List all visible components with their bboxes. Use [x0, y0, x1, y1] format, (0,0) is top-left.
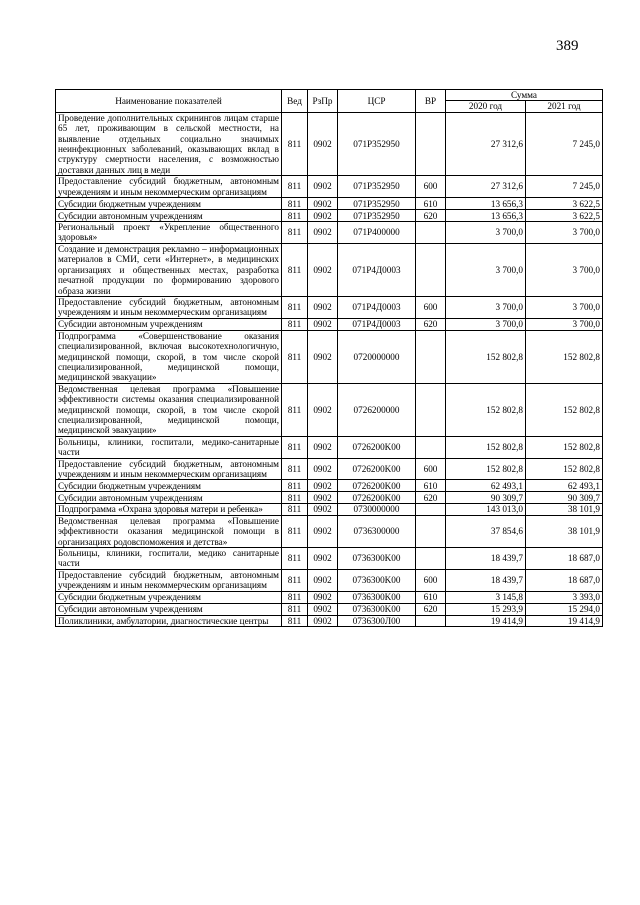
cell-sum-2020: 3 700,0 [446, 296, 526, 318]
cell-sum-2020: 3 700,0 [446, 243, 526, 296]
cell-csr: 0736300K00 [338, 603, 416, 615]
cell-vr: 620 [416, 210, 446, 222]
cell-vr [416, 112, 446, 175]
cell-sum-2021: 152 802,8 [526, 458, 603, 480]
cell-vr: 620 [416, 318, 446, 330]
cell-name: Предоставление субсидий бюджетным, автономным учреждениям и иным некоммерческим организациям [56, 569, 282, 591]
cell-rzpr: 0902 [308, 492, 338, 504]
cell-sum-2020: 152 802,8 [446, 436, 526, 458]
cell-rzpr: 0902 [308, 383, 338, 436]
cell-sum-2021: 152 802,8 [526, 436, 603, 458]
cell-csr: 071P352950 [338, 176, 416, 198]
cell-rzpr: 0902 [308, 569, 338, 591]
cell-name: Субсидии бюджетным учреждениям [56, 591, 282, 603]
table-row [56, 112, 603, 175]
cell-csr: 0726200K00 [338, 492, 416, 504]
cell-sum-2021: 3 700,0 [526, 222, 603, 244]
cell-name: Субсидии автономным учреждениям [56, 318, 282, 330]
cell-sum-2020: 27 312,6 [446, 176, 526, 198]
cell-ved: 811 [282, 603, 308, 615]
table-row [56, 210, 603, 222]
table-row [56, 318, 603, 330]
table-row [56, 515, 603, 547]
cell-sum-2021: 38 101,9 [526, 504, 603, 515]
table-body [56, 112, 603, 626]
cell-name: Больницы, клиники, госпитали, медико санитарные части [56, 548, 282, 570]
cell-name: Ведомственная целевая программа «Повышение эффективности оказания медицинской помощи в организациях родовспоможения и детства» [56, 515, 282, 547]
cell-vr [416, 615, 446, 626]
cell-vr: 600 [416, 569, 446, 591]
table-row [56, 383, 603, 436]
table-row [56, 222, 603, 244]
cell-sum-2020: 152 802,8 [446, 330, 526, 383]
cell-ved: 811 [282, 569, 308, 591]
cell-sum-2020: 15 293,9 [446, 603, 526, 615]
cell-sum-2021: 7 245,0 [526, 112, 603, 175]
cell-sum-2021: 62 493,1 [526, 480, 603, 492]
cell-sum-2020: 37 854,6 [446, 515, 526, 547]
cell-sum-2020: 3 700,0 [446, 318, 526, 330]
cell-csr: 0720000000 [338, 330, 416, 383]
table-row [56, 198, 603, 210]
cell-name: Субсидии автономным учреждениям [56, 210, 282, 222]
cell-sum-2020: 152 802,8 [446, 383, 526, 436]
cell-rzpr: 0902 [308, 296, 338, 318]
table-row [56, 436, 603, 458]
cell-vr: 610 [416, 591, 446, 603]
cell-ved: 811 [282, 176, 308, 198]
cell-ved: 811 [282, 504, 308, 515]
cell-rzpr: 0902 [308, 330, 338, 383]
cell-name: Субсидии автономным учреждениям [56, 492, 282, 504]
table-row [56, 458, 603, 480]
cell-csr: 0726200000 [338, 383, 416, 436]
cell-sum-2021: 3 700,0 [526, 296, 603, 318]
cell-name: Субсидии бюджетным учреждениям [56, 198, 282, 210]
cell-sum-2020: 13 656,3 [446, 198, 526, 210]
cell-rzpr: 0902 [308, 603, 338, 615]
cell-ved: 811 [282, 112, 308, 175]
cell-ved: 811 [282, 615, 308, 626]
cell-vr: 610 [416, 480, 446, 492]
cell-csr: 0736300000 [338, 515, 416, 547]
cell-ved: 811 [282, 591, 308, 603]
cell-name: Больницы, клиники, госпитали, медико-санитарные части [56, 436, 282, 458]
header-sum: Сумма [446, 90, 603, 101]
cell-name: Субсидии автономным учреждениям [56, 603, 282, 615]
cell-vr [416, 436, 446, 458]
cell-ved: 811 [282, 296, 308, 318]
cell-sum-2020: 90 309,7 [446, 492, 526, 504]
cell-ved: 811 [282, 243, 308, 296]
header-year-2021: 2021 год [526, 101, 603, 112]
cell-vr [416, 548, 446, 570]
cell-rzpr: 0902 [308, 480, 338, 492]
cell-sum-2021: 3 700,0 [526, 318, 603, 330]
header-vr: ВР [416, 90, 446, 113]
cell-vr [416, 504, 446, 515]
cell-rzpr: 0902 [308, 243, 338, 296]
table-header-row [56, 90, 603, 101]
cell-vr [416, 222, 446, 244]
cell-sum-2021: 38 101,9 [526, 515, 603, 547]
cell-rzpr: 0902 [308, 210, 338, 222]
cell-rzpr: 0902 [308, 591, 338, 603]
cell-name: Подпрограмма «Охрана здоровья матери и ребенка» [56, 504, 282, 515]
cell-vr: 600 [416, 176, 446, 198]
table-row [56, 548, 603, 570]
cell-ved: 811 [282, 210, 308, 222]
cell-name: Субсидии бюджетным учреждениям [56, 480, 282, 492]
cell-sum-2021: 152 802,8 [526, 383, 603, 436]
cell-csr: 0726200K00 [338, 480, 416, 492]
cell-sum-2021: 18 687,0 [526, 548, 603, 570]
budget-table [55, 89, 603, 627]
cell-sum-2020: 3 700,0 [446, 222, 526, 244]
table-row [56, 615, 603, 626]
cell-csr: 071P4Д0003 [338, 243, 416, 296]
cell-csr: 0726200K00 [338, 458, 416, 480]
table-row [56, 296, 603, 318]
table-row [56, 569, 603, 591]
cell-ved: 811 [282, 480, 308, 492]
cell-csr: 0736300K00 [338, 548, 416, 570]
cell-sum-2020: 62 493,1 [446, 480, 526, 492]
cell-rzpr: 0902 [308, 515, 338, 547]
header-name: Наименование показателей [56, 90, 282, 113]
cell-sum-2021: 15 294,0 [526, 603, 603, 615]
cell-vr [416, 330, 446, 383]
page-number: 389 [556, 38, 579, 54]
cell-vr: 610 [416, 198, 446, 210]
cell-vr: 600 [416, 458, 446, 480]
cell-csr: 0726200K00 [338, 436, 416, 458]
cell-sum-2021: 3 700,0 [526, 243, 603, 296]
cell-sum-2021: 18 687,0 [526, 569, 603, 591]
cell-csr: 071P352950 [338, 112, 416, 175]
table-row [56, 492, 603, 504]
cell-ved: 811 [282, 198, 308, 210]
cell-ved: 811 [282, 318, 308, 330]
cell-ved: 811 [282, 515, 308, 547]
cell-sum-2020: 152 802,8 [446, 458, 526, 480]
cell-ved: 811 [282, 330, 308, 383]
cell-csr: 0736300Л00 [338, 615, 416, 626]
cell-ved: 811 [282, 222, 308, 244]
cell-name: Поликлиники, амбулатории, диагностические центры [56, 615, 282, 626]
cell-ved: 811 [282, 548, 308, 570]
cell-rzpr: 0902 [308, 198, 338, 210]
cell-vr [416, 515, 446, 547]
table-row [56, 591, 603, 603]
cell-rzpr: 0902 [308, 615, 338, 626]
cell-name: Предоставление субсидий бюджетным, автономным учреждениям и иным некоммерческим организациям [56, 458, 282, 480]
cell-sum-2020: 18 439,7 [446, 548, 526, 570]
cell-name: Подпрограмма «Совершенствование оказания специализированной, включая высокотехнологичную, медицинской помощи, скорой, в том числе скорой специализированной, медицинской помощи, медицинской эвакуации» [56, 330, 282, 383]
cell-sum-2020: 3 145,8 [446, 591, 526, 603]
cell-csr: 071P400000 [338, 222, 416, 244]
cell-sum-2020: 18 439,7 [446, 569, 526, 591]
cell-vr: 600 [416, 296, 446, 318]
header-year-2020: 2020 год [446, 101, 526, 112]
cell-sum-2021: 3 622,5 [526, 198, 603, 210]
cell-rzpr: 0902 [308, 222, 338, 244]
cell-name: Региональный проект «Укрепление общественного здоровья» [56, 222, 282, 244]
cell-sum-2021: 7 245,0 [526, 176, 603, 198]
table-row [56, 176, 603, 198]
cell-csr: 0736300K00 [338, 591, 416, 603]
cell-ved: 811 [282, 492, 308, 504]
cell-rzpr: 0902 [308, 436, 338, 458]
cell-vr: 620 [416, 492, 446, 504]
cell-csr: 071P352950 [338, 198, 416, 210]
cell-sum-2021: 3 622,5 [526, 210, 603, 222]
cell-vr [416, 243, 446, 296]
cell-sum-2020: 27 312,6 [446, 112, 526, 175]
cell-vr: 620 [416, 603, 446, 615]
table-row [56, 504, 603, 515]
cell-ved: 811 [282, 458, 308, 480]
cell-sum-2020: 13 656,3 [446, 210, 526, 222]
cell-name: Предоставление субсидий бюджетным, автономным учреждениям и иным некоммерческим организациям [56, 296, 282, 318]
cell-csr: 0736300K00 [338, 569, 416, 591]
header-csr: ЦСР [338, 90, 416, 113]
cell-name: Предоставление субсидий бюджетным, автономным учреждениям и иным некоммерческим организациям [56, 176, 282, 198]
cell-sum-2020: 143 013,0 [446, 504, 526, 515]
cell-name: Проведение дополнительных скринингов лицам старше 65 лет, проживающим в сельской местности, на выявление отдельных социально значимых неинфекционных заболеваний, оказывающих вклад в структуру смертности населения, с возможностью доставки данных лиц в меди [56, 112, 282, 175]
cell-csr: 071P4Д0003 [338, 318, 416, 330]
cell-vr [416, 383, 446, 436]
header-rzpr: РзПр [308, 90, 338, 113]
table-row [56, 480, 603, 492]
cell-rzpr: 0902 [308, 504, 338, 515]
cell-rzpr: 0902 [308, 176, 338, 198]
cell-sum-2020: 19 414,9 [446, 615, 526, 626]
cell-rzpr: 0902 [308, 458, 338, 480]
cell-name: Ведомственная целевая программа «Повышение эффективности системы оказания специализированной медицинской помощи, скорой, в том числе скорой специализированной, медицинской помощи, медицинской эвакуации» [56, 383, 282, 436]
cell-csr: 071P4Д0003 [338, 296, 416, 318]
header-ved: Вед [282, 90, 308, 113]
table-row [56, 603, 603, 615]
cell-ved: 811 [282, 383, 308, 436]
cell-sum-2021: 19 414,9 [526, 615, 603, 626]
cell-rzpr: 0902 [308, 548, 338, 570]
cell-name: Создание и демонстрация рекламно – информационных материалов в СМИ, сети «Интернет», в медицинских организациях и общественных местах, разработка печатной продукции по формированию здорового образа жизни [56, 243, 282, 296]
cell-csr: 071P352950 [338, 210, 416, 222]
cell-csr: 0730000000 [338, 504, 416, 515]
cell-sum-2021: 3 393,0 [526, 591, 603, 603]
table-row [56, 330, 603, 383]
table-row [56, 243, 603, 296]
cell-rzpr: 0902 [308, 318, 338, 330]
cell-ved: 811 [282, 436, 308, 458]
cell-sum-2021: 152 802,8 [526, 330, 603, 383]
cell-rzpr: 0902 [308, 112, 338, 175]
cell-sum-2021: 90 309,7 [526, 492, 603, 504]
